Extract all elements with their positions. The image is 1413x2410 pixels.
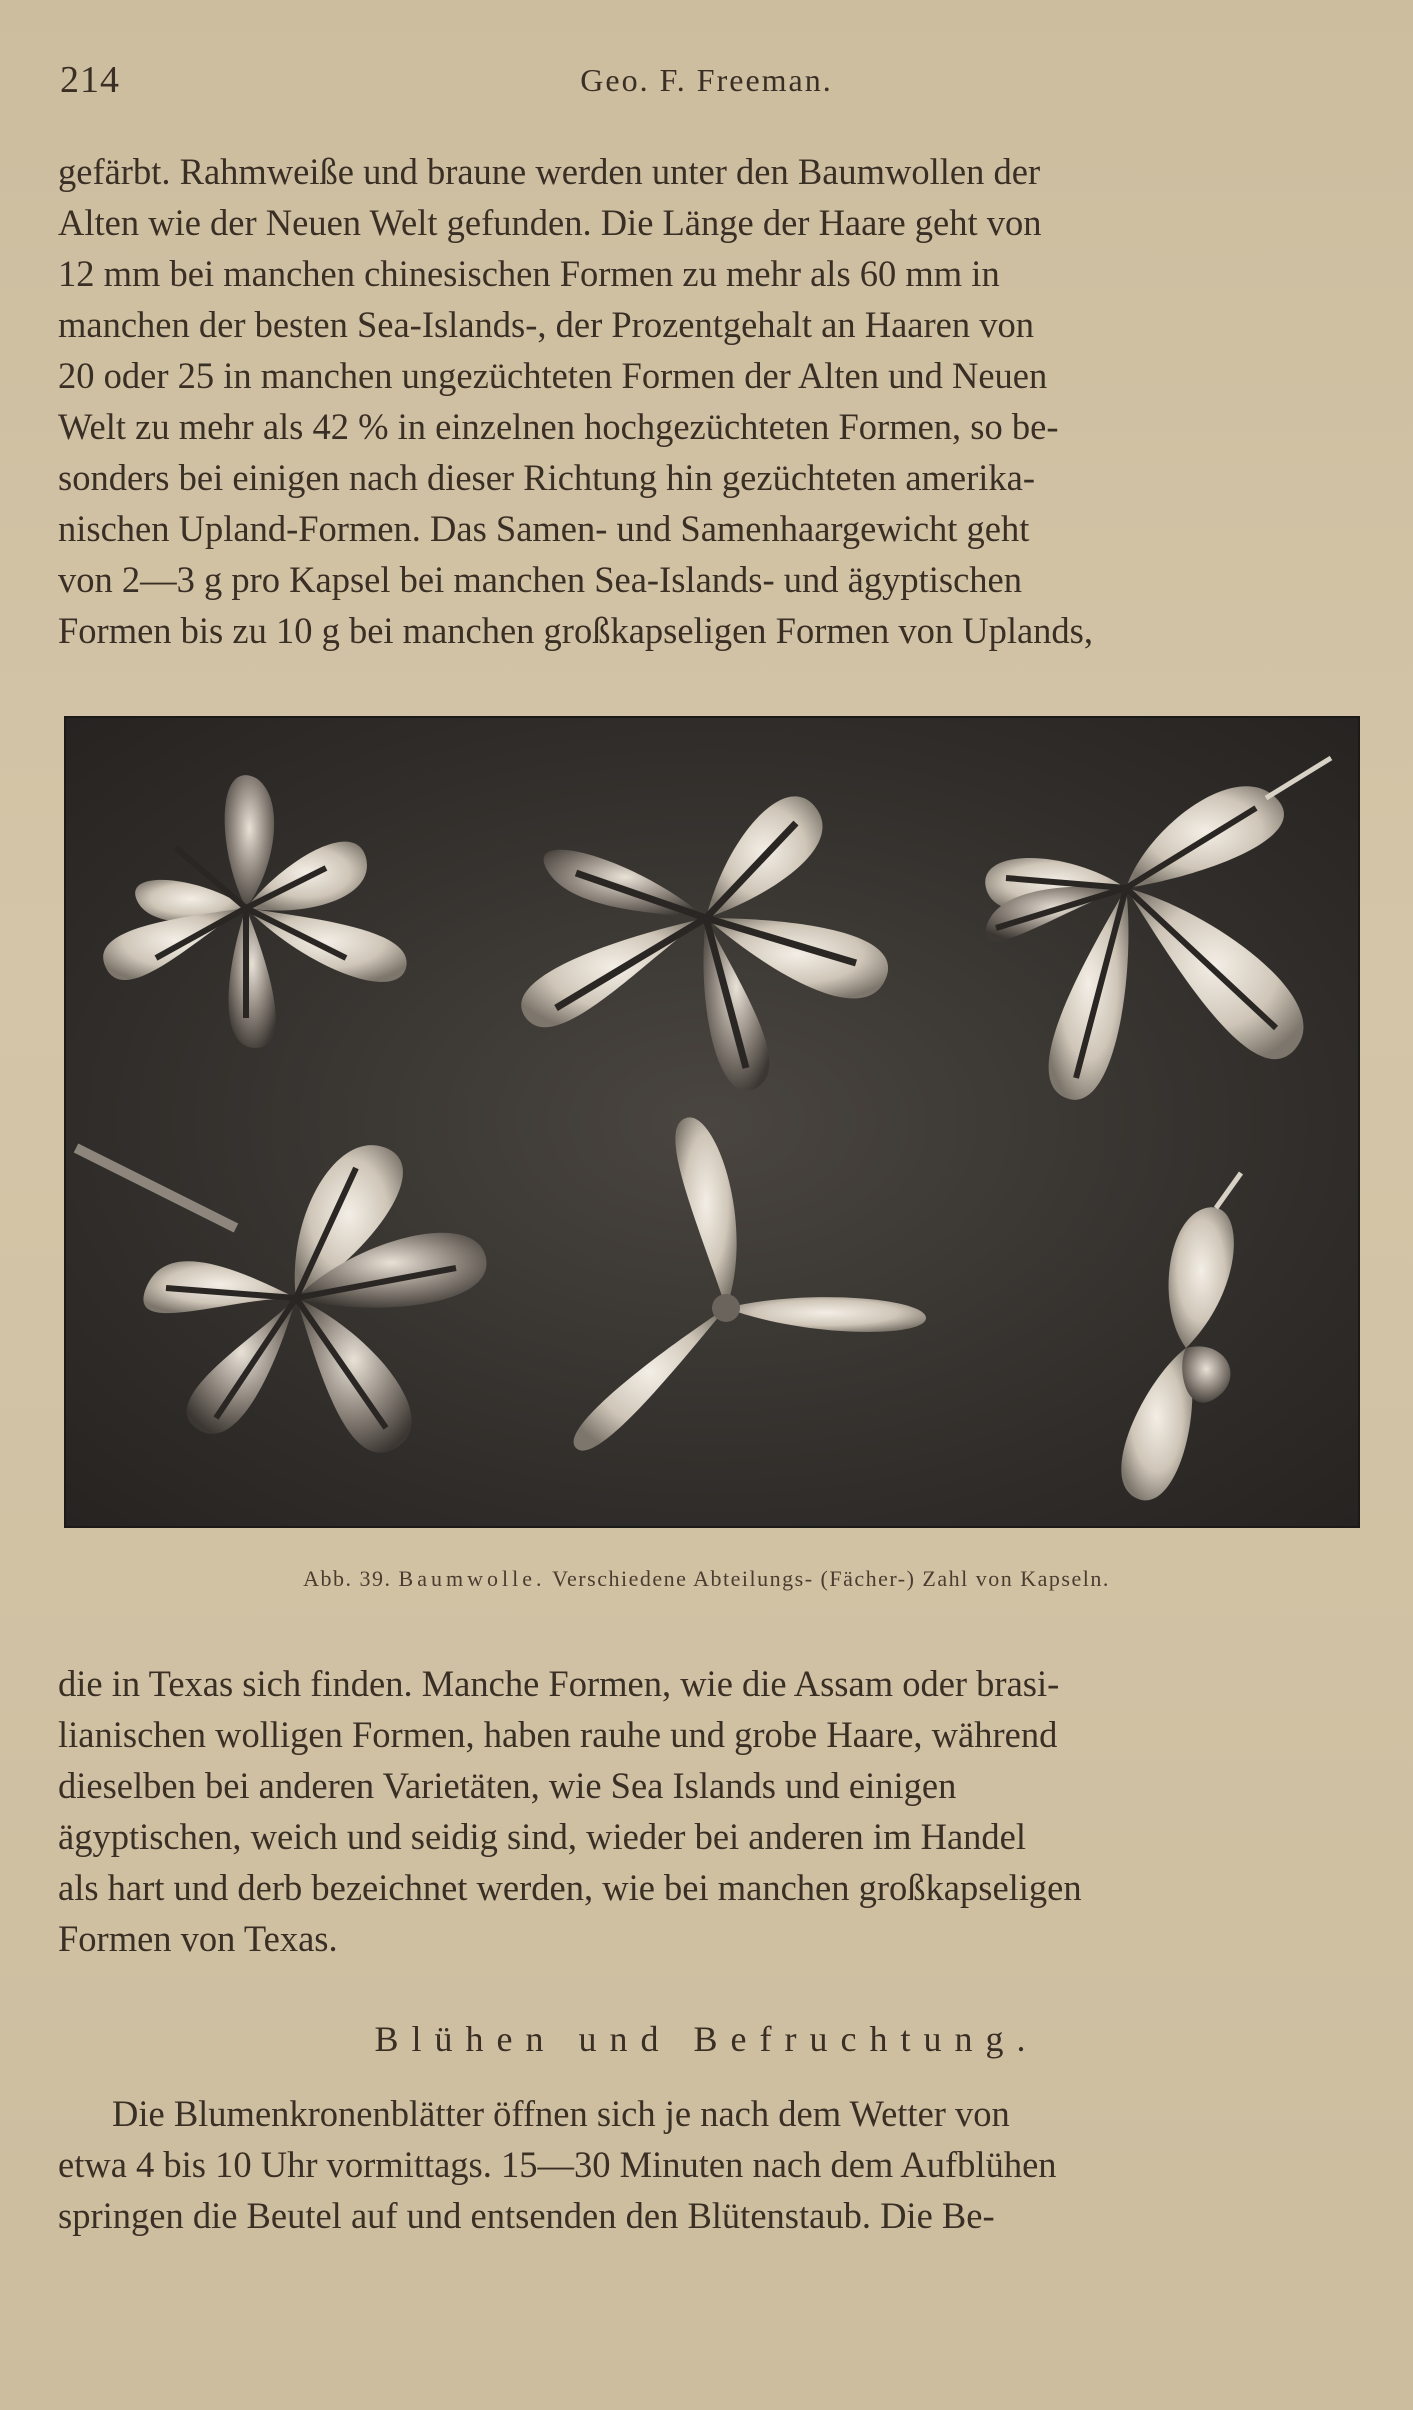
figure-caption	[40, 1566, 1373, 1592]
text-line: Welt zu mehr als 42 % in einzelnen hochgezüchteten Formen, so be-	[58, 406, 1059, 447]
text-line: etwa 4 bis 10 Uhr vormittags. 15—30 Minuten nach dem Aufblühen	[58, 2144, 1057, 2185]
text-line: Formen von Texas.	[58, 1918, 338, 1959]
text-line: lianischen wolligen Formen, haben rauhe und grobe Haare, während	[58, 1714, 1058, 1755]
running-title: Geo. F. Freeman.	[580, 62, 833, 98]
page-number: 214	[60, 59, 120, 101]
cotton-boll	[521, 796, 888, 1090]
caption-subject: Baumwolle.	[398, 1566, 546, 1591]
section-paragraph	[58, 2088, 1368, 2241]
top-paragraph	[58, 146, 1368, 656]
text-line: die in Texas sich finden. Manche Formen, wie die Assam oder brasi-	[58, 1663, 1060, 1704]
text-line: Die Blumenkronenblätter öffnen sich je nach dem Wetter von	[112, 2093, 1010, 2134]
text-line: ägyptischen, weich und seidig sind, wieder bei anderen im Handel	[58, 1816, 1026, 1857]
section-heading: Blühen und Befruchtung.	[374, 2019, 1039, 2059]
text-line: 20 oder 25 in manchen ungezüchteten Formen der Alten und Neuen	[58, 355, 1048, 396]
cotton-boll	[103, 775, 406, 1048]
text-line: nischen Upland-Formen. Das Samen- und Samenhaargewicht geht	[58, 508, 1030, 549]
text-line: als hart und derb bezeichnet werden, wie bei manchen großkapseligen	[58, 1867, 1082, 1908]
cotton-boll	[985, 758, 1331, 1100]
bottom-paragraph	[58, 1658, 1368, 1964]
text-line: manchen der besten Sea-Islands-, der Prozentgehalt an Haaren von	[58, 304, 1034, 345]
text-line: sonders bei einigen nach dieser Richtung hin gezüchteten amerika-	[58, 457, 1036, 498]
text-line: Alten wie der Neuen Welt gefunden. Die Länge der Haare geht von	[58, 202, 1042, 243]
cotton-boll	[1121, 1173, 1241, 1500]
cotton-bolls-illustration	[66, 718, 1358, 1526]
cotton-boll	[574, 1117, 926, 1450]
running-head	[60, 58, 1353, 108]
text-line: Formen bis zu 10 g bei manchen großkapseligen Formen von Uplands,	[58, 610, 1093, 651]
text-line: gefärbt. Rahmweiße und braune werden unter den Baumwollen der	[58, 151, 1041, 192]
text-line: 12 mm bei manchen chinesischen Formen zu mehr als 60 mm in	[58, 253, 1000, 294]
caption-text: Verschiedene Abteilungs- (Fächer-) Zahl von Kapseln.	[552, 1566, 1110, 1591]
caption-prefix: Abb. 39.	[303, 1566, 392, 1591]
text-line: dieselben bei anderen Varietäten, wie Sea Islands und einigen	[58, 1765, 957, 1806]
cotton-boll	[76, 1145, 487, 1453]
text-line: von 2—3 g pro Kapsel bei manchen Sea-Islands- und ägyptischen	[58, 559, 1022, 600]
cotton-boll-photograph	[64, 716, 1360, 1528]
text-line: springen die Beutel auf und entsenden den Blütenstaub. Die Be-	[58, 2195, 995, 2236]
